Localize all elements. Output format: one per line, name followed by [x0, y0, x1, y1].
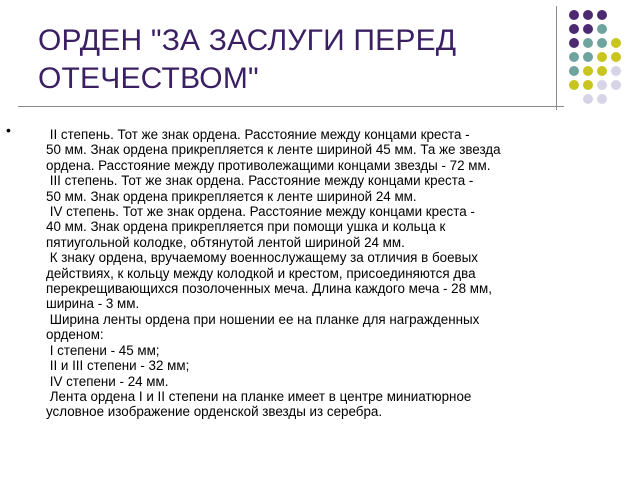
decorative-dot: [569, 66, 579, 76]
decorative-dot: [597, 38, 607, 48]
decorative-dot: [569, 38, 579, 48]
body-line: Лента ордена I и II степени на планке имеет в центре миниатюрное: [46, 388, 472, 404]
decorative-dot: [583, 80, 593, 90]
body-line: перекрещивающихся позолоченных меча. Длина каждого меча - 28 мм,: [46, 281, 492, 297]
body-line: II и III степени - 32 мм;: [46, 358, 190, 374]
decorative-dot: [597, 24, 607, 34]
body-line: пятиугольной колодке, обтянутой лентой шириной 24 мм.: [46, 234, 405, 250]
decorative-dot: [597, 94, 607, 104]
decorative-dot: [597, 52, 607, 62]
horizontal-divider: [18, 106, 564, 107]
body-line: 40 мм. Знак ордена прикрепляется при помощи ушка и кольца к: [46, 219, 446, 235]
decorative-dot: [569, 80, 579, 90]
decorative-dot: [611, 38, 621, 48]
slide-title: [38, 22, 538, 98]
decorative-dot: [569, 52, 579, 62]
decorative-dot: [611, 80, 621, 90]
decorative-dot: [569, 24, 579, 34]
body-line: К знаку ордена, вручаемому военнослужащему за отличия в боевых: [46, 250, 478, 266]
body-line: условное изображение орденской звезды из серебра.: [46, 404, 383, 420]
decorative-dot: [583, 10, 593, 20]
decorative-dot: [583, 38, 593, 48]
decorative-dot: [611, 66, 621, 76]
body-line: I степени - 45 мм;: [46, 342, 160, 358]
body-line: действиях, к кольцу между колодкой и крестом, присоединяются два: [46, 265, 476, 281]
body-line: 50 мм. Знак ордена прикрепляется к ленте шириной 24 мм.: [46, 188, 417, 204]
decorative-dot: [583, 66, 593, 76]
decorative-dot: [583, 52, 593, 62]
decorative-dot: [583, 94, 593, 104]
decorative-dot: [583, 24, 593, 34]
title-line: ОТЕЧЕСТВОМ": [38, 62, 259, 95]
title-line: ОРДЕН "ЗА ЗАСЛУГИ ПЕРЕД: [38, 24, 457, 57]
body-line: ширина - 3 мм.: [46, 296, 140, 312]
body-line: IV степень. Тот же знак ордена. Расстояние между концами креста -: [46, 204, 475, 220]
decorative-dot: [597, 80, 607, 90]
decorative-dot: [597, 66, 607, 76]
body-text: [46, 127, 636, 420]
decorative-dot-grid: [566, 8, 638, 104]
body-line: II степень. Тот же знак ордена. Расстояние между концами креста -: [46, 127, 470, 142]
body-line: IV степени - 24 мм.: [46, 373, 169, 389]
body-line: III степень. Тот же знак ордена. Расстояние между концами креста -: [46, 173, 474, 189]
body-line: Ширина ленты ордена при ношении ее на планке для награжденных: [46, 311, 480, 327]
bullet-icon: •: [6, 122, 11, 138]
body-line: орденом:: [46, 327, 104, 343]
body-line: 50 мм. Знак ордена прикрепляется к ленте шириной 45 мм. Та же звезда: [46, 142, 501, 158]
decorative-dot: [597, 10, 607, 20]
vertical-divider: [556, 6, 557, 110]
body-line: ордена. Расстояние между противолежащими концами звезды - 72 мм.: [46, 157, 491, 173]
decorative-dot: [611, 52, 621, 62]
decorative-dot: [569, 10, 579, 20]
